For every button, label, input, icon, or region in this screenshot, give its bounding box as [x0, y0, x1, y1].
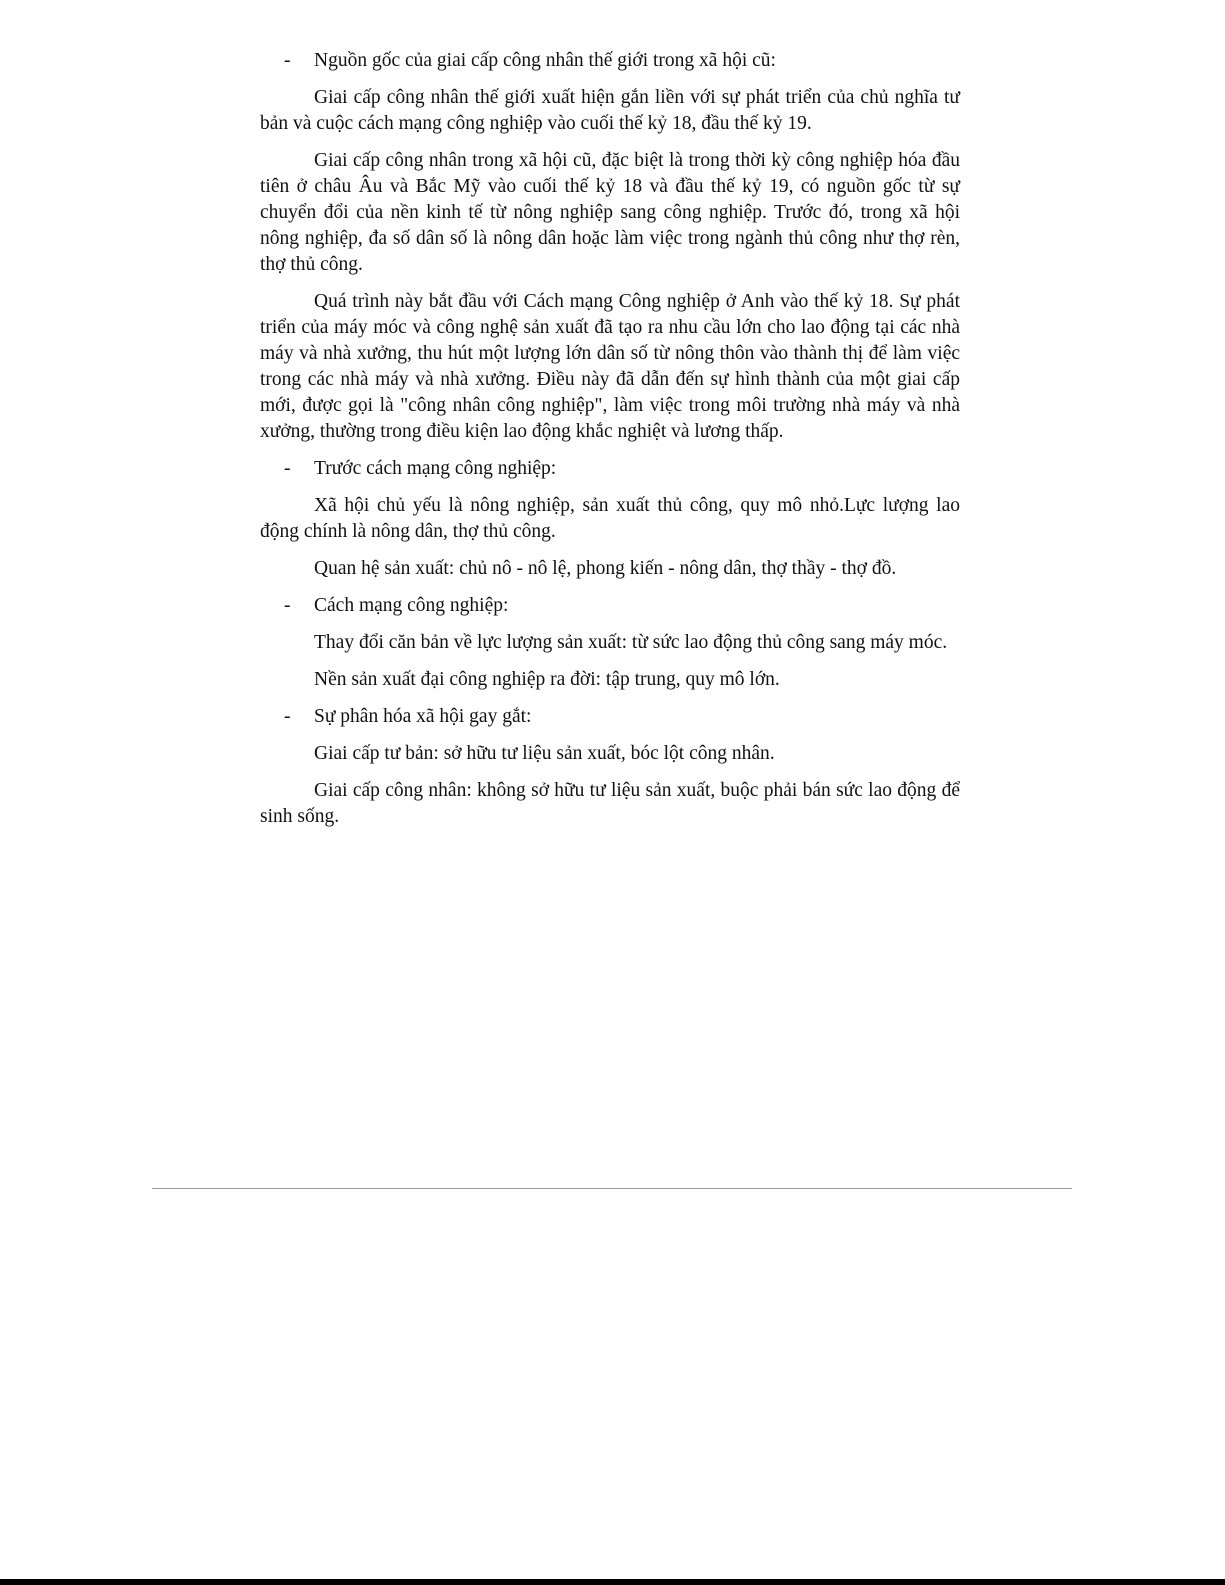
bullet-item — [260, 456, 960, 482]
paragraph: Giai cấp tư bản: sở hữu tư liệu sản xuất, bóc lột công nhân. — [314, 743, 775, 764]
bullet-text: Cách mạng công nghiệp: — [314, 595, 509, 616]
bullet-item — [260, 48, 960, 74]
document-body — [260, 48, 960, 841]
page-divider — [152, 1188, 1072, 1189]
paragraph: Quan hệ sản xuất: chủ nô - nô lệ, phong kiến - nông dân, thợ thầy - thợ đồ. — [314, 558, 897, 579]
bullet-dash: - — [284, 458, 291, 479]
paragraph: Giai cấp công nhân thế giới xuất hiện gắn liền với sự phát triển của chủ nghĩa tư bản và cuộc cách mạng công nghiệp vào cuối thế kỷ 18, đầu thế kỷ 19. — [260, 87, 960, 134]
bullet-dash: - — [284, 50, 291, 71]
bullet-item — [260, 593, 960, 619]
paragraph: Giai cấp công nhân trong xã hội cũ, đặc biệt là trong thời kỳ công nghiệp hóa đầu tiên ở châu Âu và Bắc Mỹ vào cuối thế kỷ 18 và đầu thế kỷ 19, có nguồn gốc từ sự chuyển đổi của nền kinh tế từ nông nghiệp sang công nghiệp. Trước đó, trong xã hội nông nghiệp, đa số dân số là nông dân hoặc làm việc trong ngành thủ công như thợ rèn, thợ thủ công. — [260, 150, 960, 275]
bullet-dash: - — [284, 706, 291, 727]
paragraph: Giai cấp công nhân: không sở hữu tư liệu sản xuất, buộc phải bán sức lao động để sinh sống. — [260, 780, 960, 827]
bullet-dash: - — [284, 595, 291, 616]
paragraph: Nền sản xuất đại công nghiệp ra đời: tập trung, quy mô lớn. — [314, 669, 780, 690]
bullet-text: Trước cách mạng công nghiệp: — [314, 458, 557, 479]
bottom-border — [0, 1579, 1225, 1585]
paragraph: Thay đổi căn bản về lực lượng sản xuất: từ sức lao động thủ công sang máy móc. — [314, 632, 948, 653]
paragraph: Xã hội chủ yếu là nông nghiệp, sản xuất thủ công, quy mô nhỏ.Lực lượng lao động chính là nông dân, thợ thủ công. — [260, 495, 960, 542]
bullet-item — [260, 704, 960, 730]
bullet-text: Sự phân hóa xã hội gay gắt: — [314, 706, 532, 727]
bullet-text: Nguồn gốc của giai cấp công nhân thế giới trong xã hội cũ: — [314, 50, 776, 71]
paragraph: Quá trình này bắt đầu với Cách mạng Công nghiệp ở Anh vào thế kỷ 18. Sự phát triển của máy móc và công nghệ sản xuất đã tạo ra nhu cầu lớn cho lao động tại các nhà máy và nhà xưởng, thu hút một lượng lớn dân số từ nông thôn vào thành thị để làm việc trong các nhà máy và nhà xưởng. Điều này đã dẫn đến sự hình thành của một giai cấp mới, được gọi là "công nhân công nghiệp", làm việc trong môi trường nhà máy và nhà xưởng, thường trong điều kiện lao động khắc nghiệt và lương thấp. — [260, 291, 960, 442]
